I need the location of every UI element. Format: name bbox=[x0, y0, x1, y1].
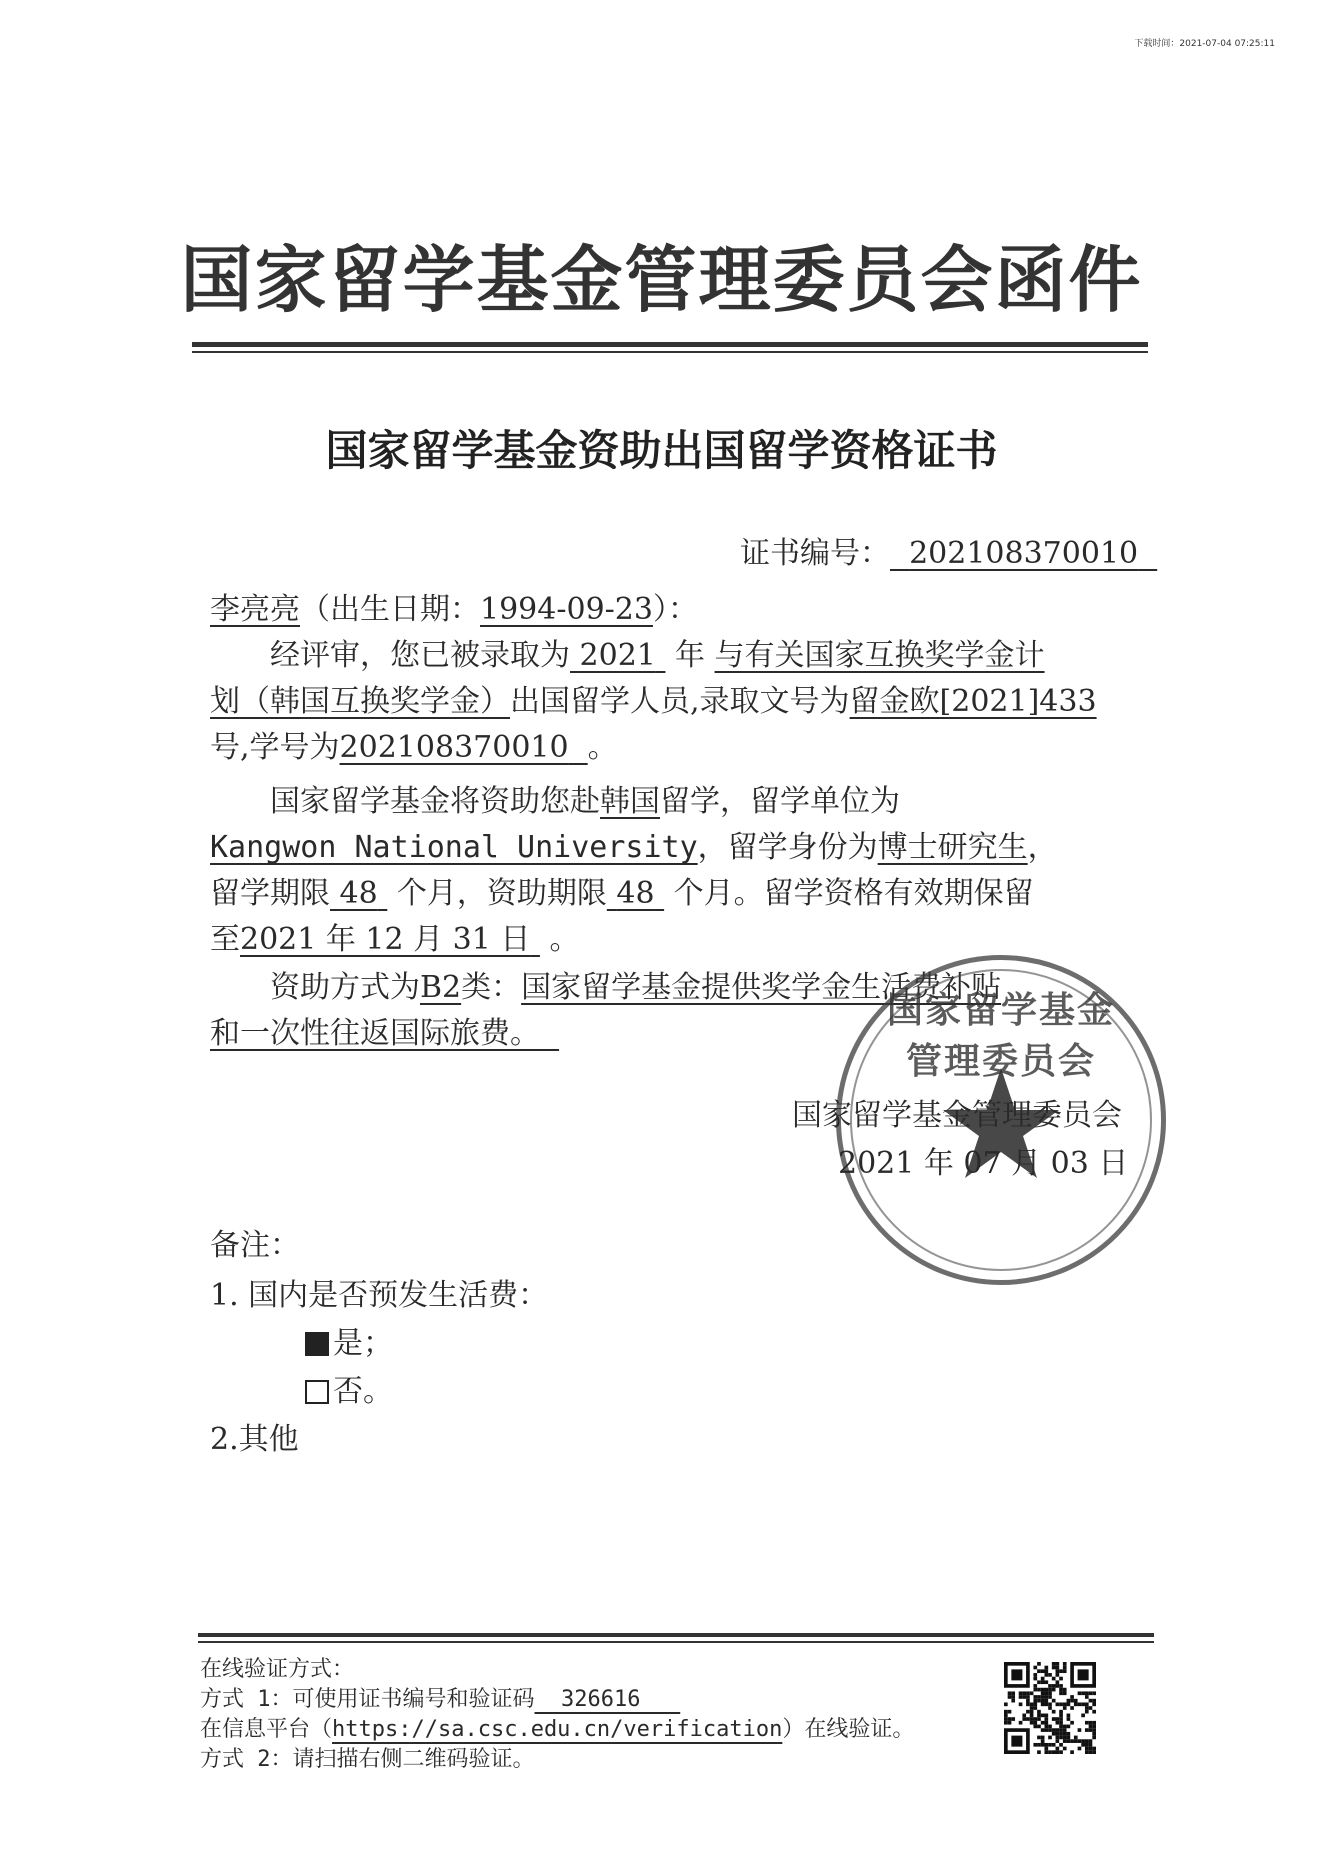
study-period-months: 48 bbox=[339, 876, 378, 911]
destination-country: 韩国 bbox=[600, 784, 660, 819]
issue-date: 2021 年 07 月 03 日 bbox=[838, 1146, 1129, 1181]
option-yes bbox=[305, 1318, 393, 1362]
certificate-title: 国家留学基金资助出国留学资格证书 bbox=[325, 426, 998, 475]
option-no bbox=[305, 1366, 393, 1410]
verification-platform bbox=[200, 1712, 914, 1743]
footer-divider-thin bbox=[198, 1641, 1154, 1643]
para1-text2: 出国留学人员,录取文号为 bbox=[510, 684, 850, 719]
option-no-label: 否。 bbox=[333, 1374, 393, 1409]
footer-divider-thick bbox=[198, 1633, 1154, 1637]
platform-prefix: 在信息平台（ bbox=[200, 1717, 333, 1742]
title-divider-thin bbox=[192, 351, 1148, 353]
para3-line2 bbox=[210, 1008, 559, 1052]
para1-text3: 号,学号为 bbox=[210, 730, 340, 765]
student-number: 202108370010 bbox=[339, 730, 569, 765]
notes-item-2: 2.其他 bbox=[210, 1422, 299, 1457]
valid-until-label: 至 bbox=[210, 922, 240, 957]
para2-line4 bbox=[210, 914, 579, 958]
letter-title: 国家留学基金管理委员会函件 bbox=[180, 238, 1143, 322]
para1-line2 bbox=[210, 676, 1097, 720]
checkbox-checked-icon bbox=[305, 1332, 329, 1356]
verification-method-2: 方式 2：请扫描右侧二维码验证。 bbox=[200, 1747, 535, 1772]
notes-title: 备注： bbox=[210, 1228, 300, 1263]
program-name-part2: 划（韩国互换奖学金） bbox=[210, 684, 510, 719]
method1-text: 方式 1：可使用证书编号和验证码 bbox=[200, 1687, 535, 1712]
valid-until-date: 2021 年 12 月 31 日 bbox=[240, 922, 531, 957]
title-divider-thick bbox=[192, 342, 1148, 347]
notes-item-1: 1. 国内是否预发生活费： bbox=[210, 1278, 549, 1313]
program-name-part1: 与有关国家互换奖学金计 bbox=[714, 638, 1045, 673]
qr-code-icon[interactable] bbox=[1004, 1662, 1096, 1754]
para2-text: 国家留学基金将资助您赴 bbox=[270, 784, 600, 819]
para2-text4: 个月。留学资格有效期保留 bbox=[673, 876, 1034, 911]
study-period-label: 留学期限 bbox=[210, 876, 330, 911]
para1-end: 。 bbox=[587, 730, 618, 765]
para1-line3 bbox=[210, 722, 618, 766]
para2-line1 bbox=[270, 776, 900, 820]
certificate-number-label: 证书编号： bbox=[740, 536, 890, 571]
certificate-number-value: 202108370010 bbox=[909, 536, 1139, 571]
recipient-row bbox=[210, 584, 698, 628]
verification-method-1 bbox=[200, 1682, 680, 1713]
funding-period-months: 48 bbox=[616, 876, 655, 911]
platform-suffix: ）在线验证。 bbox=[782, 1717, 915, 1742]
verification-code: 326616 bbox=[561, 1687, 641, 1712]
funding-description-part1: 国家留学基金提供奖学金生活费补贴 bbox=[521, 970, 1002, 1005]
funding-type-label: 资助方式为 bbox=[270, 970, 420, 1005]
para2-text3: ，留学身份为 bbox=[697, 830, 878, 865]
para1-text: 经评审，您已被录取为 bbox=[270, 638, 570, 673]
recipient-name: 李亮亮 bbox=[210, 592, 300, 627]
download-timestamp: 下载时间：2021-07-04 07:25:11 bbox=[1134, 39, 1275, 49]
birth-date: 1994-09-23 bbox=[480, 592, 653, 627]
seal-text: 国家留学基金管理委员会 bbox=[886, 990, 1115, 1082]
funding-period-label: 个月，资助期限 bbox=[396, 876, 607, 911]
birth-prefix: （出生日期： bbox=[300, 592, 480, 627]
funding-description-part2: 和一次性往返国际旅费。 bbox=[210, 1016, 540, 1051]
birth-suffix: ）： bbox=[652, 592, 698, 627]
para2-end: 。 bbox=[549, 922, 580, 957]
para2-text2: 留学，留学单位为 bbox=[660, 784, 900, 819]
verification-title: 在线验证方式： bbox=[200, 1657, 355, 1682]
para1-line1 bbox=[270, 630, 1045, 674]
verification-url[interactable]: https://sa.csc.edu.cn/verification bbox=[332, 1717, 783, 1742]
study-status: 博士研究生 bbox=[877, 830, 1028, 865]
funding-type-suffix: 类： bbox=[461, 970, 522, 1005]
funding-type: B2 bbox=[420, 970, 462, 1005]
option-yes-label: 是； bbox=[333, 1326, 393, 1361]
admission-document-number: 留金欧[2021]433 bbox=[849, 684, 1097, 719]
issuer-name: 国家留学基金管理委员会 bbox=[792, 1098, 1122, 1133]
certificate-number-row bbox=[740, 528, 1157, 572]
host-university: Kangwon National University bbox=[210, 830, 698, 865]
para2-line3 bbox=[210, 868, 1034, 912]
qr-code-graphic bbox=[1004, 1662, 1096, 1754]
para1-year-unit: 年 bbox=[675, 638, 705, 673]
para2-line2 bbox=[210, 822, 1058, 866]
para2-comma: ， bbox=[1027, 830, 1058, 865]
checkbox-empty-icon bbox=[305, 1380, 329, 1404]
admission-year: 2021 bbox=[579, 638, 656, 673]
